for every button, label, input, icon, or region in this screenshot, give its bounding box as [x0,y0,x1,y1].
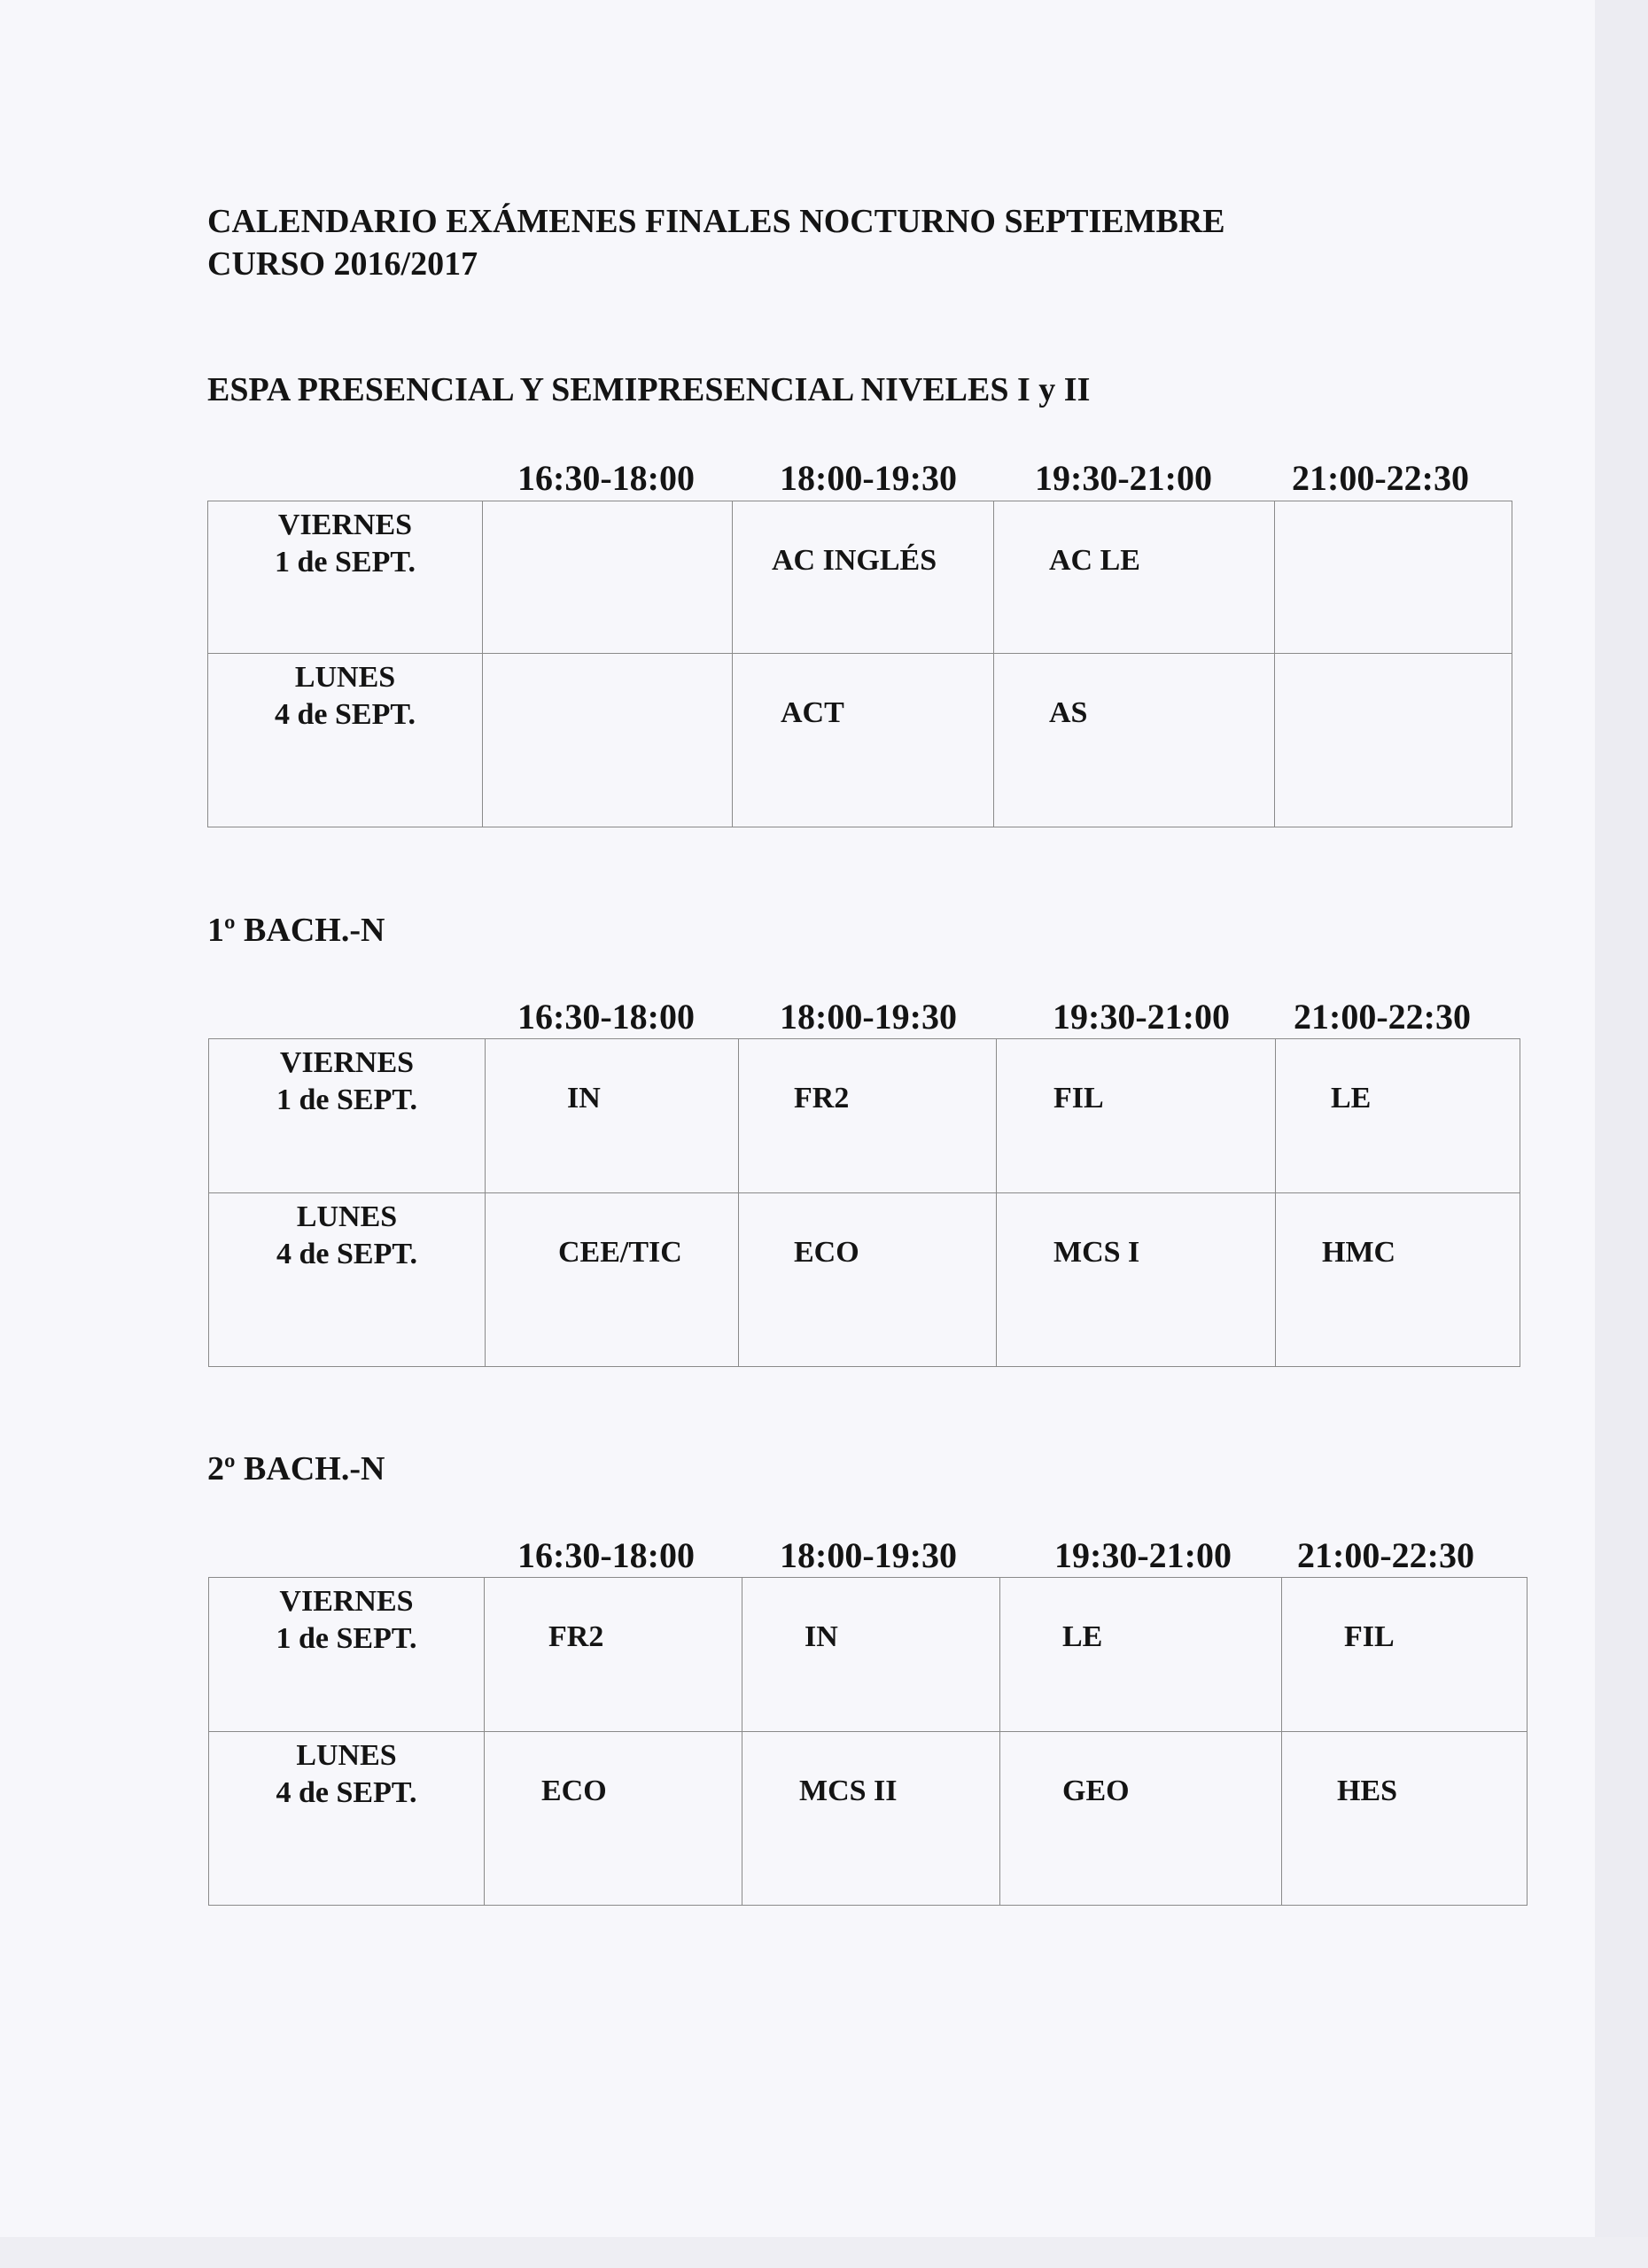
time-slot-header: 18:00-19:30 [780,458,957,498]
time-slot-header: 21:00-22:30 [1294,997,1471,1037]
table-row [209,1578,1528,1732]
exam-cell: MCS I [997,1193,1276,1367]
day-date: 4 de SEPT. [276,1238,417,1270]
day-name: LUNES [296,1200,398,1233]
time-slot-header: 19:30-21:00 [1053,997,1230,1037]
exam-cell: FIL [1282,1578,1528,1732]
scan-edge-right [1595,0,1648,2268]
exam-cell: ECO [485,1732,742,1906]
table-row [208,501,1512,654]
time-slot-header: 16:30-18:00 [517,997,695,1037]
exam-cell [1275,654,1512,827]
exam-cell: FR2 [739,1039,997,1193]
scan-edge-bottom [0,2237,1648,2268]
exam-cell: LE [1000,1578,1282,1732]
section-title-1-bach: 1º BACH.-N [207,912,385,949]
table-row [208,654,1512,827]
schedule-table-1-bach [208,1038,1520,1367]
exam-cell: FIL [997,1039,1276,1193]
document-title-line-2: CURSO 2016/2017 [207,245,478,283]
day-name: LUNES [296,1739,397,1772]
exam-cell: AC INGLÉS [733,501,994,654]
exam-cell: MCS II [742,1732,1000,1906]
day-cell [208,501,483,654]
time-slot-header: 21:00-22:30 [1292,458,1469,498]
time-slot-header: 19:30-21:00 [1035,458,1212,498]
exam-cell: HMC [1276,1193,1520,1367]
time-slot-header: 21:00-22:30 [1297,1535,1474,1575]
exam-cell: AS [994,654,1275,827]
exam-cell: GEO [1000,1732,1282,1906]
exam-cell: IN [486,1039,739,1193]
exam-cell: AC LE [994,501,1275,654]
day-date: 1 de SEPT. [276,1084,417,1116]
exam-cell: HES [1282,1732,1528,1906]
time-slot-header: 18:00-19:30 [780,997,957,1037]
table-row [209,1039,1520,1193]
exam-cell: ACT [733,654,994,827]
time-slot-header: 16:30-18:00 [517,1535,695,1575]
day-date: 1 de SEPT. [274,546,416,579]
day-cell [209,1039,486,1193]
exam-cell: LE [1276,1039,1520,1193]
table-row [209,1193,1520,1367]
exam-cell [483,501,733,654]
day-name: VIERNES [277,509,413,541]
day-date: 1 de SEPT. [276,1622,417,1655]
exam-cell [483,654,733,827]
time-slot-header: 19:30-21:00 [1054,1535,1232,1575]
exam-cell [1275,501,1512,654]
table-row [209,1732,1528,1906]
day-cell [209,1193,486,1367]
day-name: LUNES [294,661,396,694]
section-title-espa: ESPA PRESENCIAL Y SEMIPRESENCIAL NIVELES I y II [207,371,1091,408]
exam-cell: IN [742,1578,1000,1732]
schedule-table-2-bach [208,1577,1528,1906]
day-cell [209,1732,485,1906]
exam-cell: FR2 [485,1578,742,1732]
day-cell [209,1578,485,1732]
day-name: VIERNES [279,1046,415,1079]
schedule-table-espa [207,501,1512,827]
exam-cell: ECO [739,1193,997,1367]
day-name: VIERNES [279,1585,414,1618]
day-date: 4 de SEPT. [274,698,416,731]
document-title-line-1: CALENDARIO EXÁMENES FINALES NOCTURNO SEPTIEMBRE [207,203,1225,240]
section-title-2-bach: 2º BACH.-N [207,1450,385,1487]
day-cell [208,654,483,827]
exam-cell: CEE/TIC [486,1193,739,1367]
time-slot-header: 18:00-19:30 [780,1535,957,1575]
time-slot-header: 16:30-18:00 [517,458,695,498]
day-date: 4 de SEPT. [276,1776,417,1809]
